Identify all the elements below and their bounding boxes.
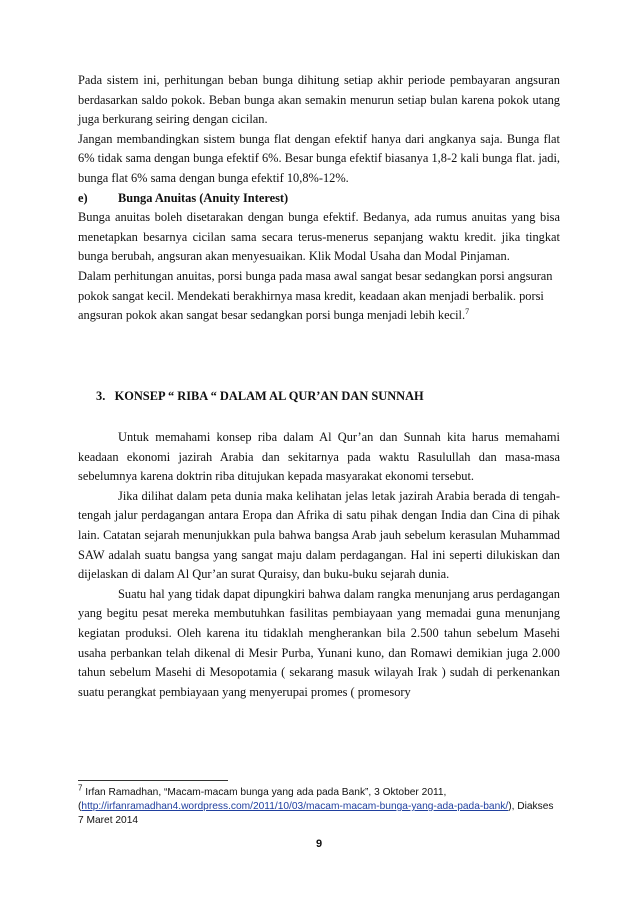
paragraph-anuitas-definisi: Bunga anuitas boleh disetarakan dengan bunga efektif. Bedanya, ada rumus anuitas yang bisa menetapkan besarnya cicilan sama secara terus-menerus sepanjang waktu kredit. jika tingkat bunga berubah, angsuran akan menyesuaikan. Klik Modal Usaha dan Modal Pinjaman. xyxy=(78,210,560,264)
footnote-link[interactable]: http://irfanramadhan4.wordpress.com/2011/10/03/macam-macam-bunga-yang-ada-pada-bank/ xyxy=(81,801,509,812)
footnote-accessed: ), Diakses 7 Maret 2014 xyxy=(78,801,554,826)
paragraph-peta-dunia: Jika dilihat dalam peta dunia maka kelihatan jelas letak jazirah Arabia berada di tengah-tengah jalur perdagangan antara Eropa dan Afrika di satu pihak dengan India dan Cina di pihak lain. Catatan sejarah menunjukkan pula bahwa bangsa Arab jauh sebelum kerasulan Muhammad SAW adalah suatu bangsa yang sangat maju dalam perdagangan. Hal ini seperti dilukiskan dan dijelaskan di dalam Al Qur’an surat Quraisy, dan buku-buku sejarah dunia. xyxy=(78,488,560,582)
paragraph-saldo-pokok: Pada sistem ini, perhitungan beban bunga dihitung setiap akhir periode pembayaran angsuran berdasarkan saldo pokok. Beban bunga akan semakin menurun setiap bulan karena pokok utang juga berkurang seiring dengan cicilan. xyxy=(78,73,560,127)
footnote xyxy=(78,783,560,828)
footnote-reference[interactable]: 7 xyxy=(465,307,470,316)
paragraph-flat-vs-efektif: Jangan membandingkan sistem bunga flat dengan efektif hanya dari angkanya saja. Bunga flat 6% tidak sama dengan bunga efektif 6%. Besar bunga efektif biasanya 1,8-2 kali bunga flat. jadi, bunga flat 6% sama dengan bunga efektif 10,8%-12%. xyxy=(78,131,560,185)
subheading-bunga-anuitas xyxy=(78,189,560,209)
subheading-title: Bunga Anuitas (Anuity Interest) xyxy=(118,190,289,205)
paragraph-pembiayaan: Suatu hal yang tidak dapat dipungkiri bahwa dalam rangka menunjang arus perdagangan yang begitu pesat mereka membutuhkan fasilitas pembiayaan yang memadai guna menunjang kegiatan produksi. Oleh karena itu tidaklah mengherankan bila 2.500 tahun sebelum Masehi usaha perbankan telah dikenal di Mesir Purba, Yunani kuno, dan Romawi demikian juga 2.000 tahun sebelum Masehi di Mesopotamia ( sekarang masuk wilayah Irak ) sudah di perkenankan suatu perangkat pembiayaan yang menyerupai promes ( promesory xyxy=(78,586,560,699)
footnote-number: 7 xyxy=(78,783,83,793)
paragraph-ekonomi-arabia: Untuk memahami konsep riba dalam Al Qur’an dan Sunnah kita harus memahami keadaan ekonomi jazirah Arabia dan sekitarnya pada waktu Rasulullah dan masa-masa sebelumnya karena doktrin riba ditujukan kepada masyarakat ekonomi tersebut. xyxy=(78,430,560,484)
paragraph-anuitas-porsi-text: Dalam perhitungan anuitas, porsi bunga pada masa awal sangat besar sedangkan porsi angsuran pokok sangat kecil. Mendekati berakhirnya masa kredit, keadaan akan menjadi berbalik. porsi angsuran pokok akan sangat besar sedangkan porsi bunga menjadi lebih kecil. xyxy=(78,268,553,323)
subheading-letter: e) xyxy=(78,190,88,205)
section-heading-konsep-riba: 3. KONSEP “ RIBA “ DALAM AL QUR’AN DAN SUNNAH xyxy=(96,389,424,403)
text-block-konsep-riba xyxy=(78,428,560,702)
page-number: 9 xyxy=(315,838,323,850)
text-block-bunga xyxy=(78,71,560,326)
footnote-separator xyxy=(78,780,228,781)
paragraph-anuitas-porsi xyxy=(78,267,560,326)
footnote-open-paren: ( xyxy=(78,801,82,812)
footnote-citation: Irfan Ramadhan, “Macam-macam bunga yang ada pada Bank”, 3 Oktober 2011, xyxy=(82,787,447,798)
